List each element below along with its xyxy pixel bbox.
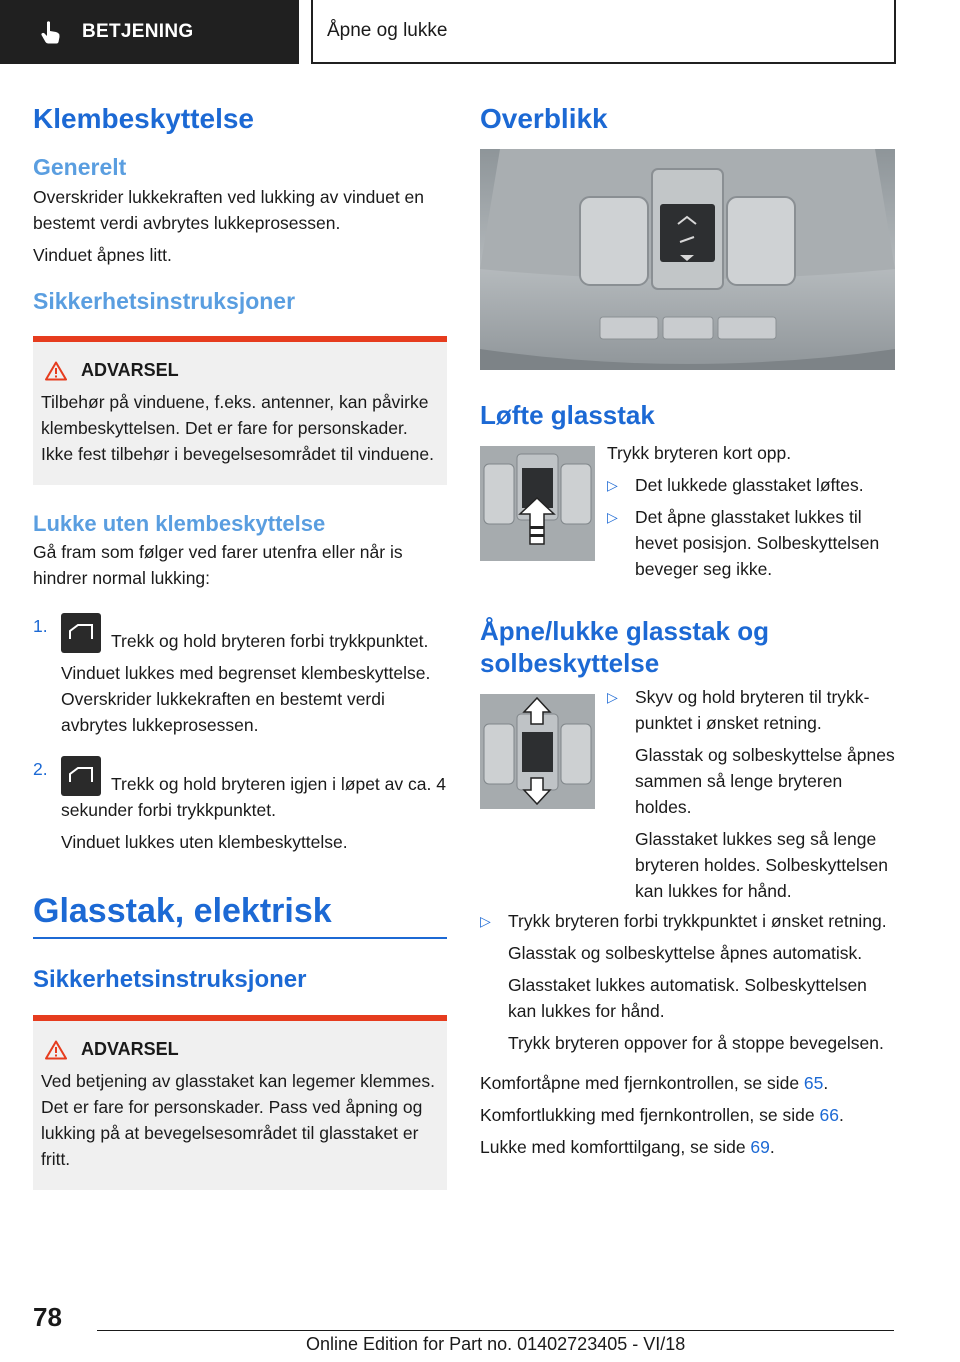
bullet-apne-1 [607,684,897,904]
switch-up-arrow-illustration [480,446,595,561]
lift-switch-photo [480,446,595,561]
step-number: 2. [33,759,48,779]
heading-rule [33,937,447,939]
period: . [769,1137,775,1157]
warning-title-1: ADVARSEL [81,360,179,380]
triangle-bullet-icon: ▷ [607,509,618,525]
warning-body-1: Tilbehør på vinduene, f.eks. antenner, kan påvirke klembeskyttelsen. Det er fare for personskader. Ikke fest tilbehør i bevegelsesområdet til vinduene. [41,392,434,464]
section-tab [0,0,299,64]
step-1 [33,613,447,738]
window-switch-icon [61,613,101,653]
footer-rule [97,1330,894,1331]
heading-klembeskyttelse: Klembeskyttelse [33,103,255,134]
step-text: Trekk og hold bryteren igjen i løpet av ca. 4 sekunder forbi trykkpunktet. [61,774,446,820]
bullet-lofte-2 [607,504,897,582]
page-link-69[interactable]: 69 [750,1137,770,1157]
triangle-bullet-icon: ▷ [607,477,618,493]
bullet-text: Trykk bryteren forbi trykkpunktet i ønsket retning. [508,911,887,931]
heading-lukke-uten: Lukke uten klembeskyttelse [33,511,326,536]
lift-instructions [607,440,897,582]
hand-pointer-icon [40,20,62,44]
bullet-text: Skyv og hold bryteren til trykkpunktet i ønsket retning. [635,687,870,733]
heading-generelt: Generelt [33,154,127,180]
heading-overblikk: Overblikk [480,103,608,134]
page-link-66[interactable]: 66 [819,1105,839,1125]
paragraph-generelt: Overskrider lukkekraften ved lukking av vinduet en bestemt verdi avbrytes lukkeprosessen. [33,187,425,233]
bullet-lofte-1 [607,472,897,498]
chapter-title-box [311,0,896,64]
triangle-bullet-icon: ▷ [607,689,618,705]
step-text: Trekk og hold bryteren forbi trykkpunktet. [111,631,429,651]
heading-sikkerhet-2: Sikkerhetsinstruksjoner [33,966,307,993]
roof-console-illustration [480,149,895,370]
heading-sikkerhet-1: Sikkerhetsinstruksjoner [33,288,296,314]
bullet-subtext: Trykk bryteren oppover for å stoppe bevegelsen. [508,1033,884,1053]
warning-box-2 [33,1015,447,1190]
page-link-65[interactable]: 65 [803,1073,824,1093]
step-2 [33,756,447,855]
bullet-subtext: Glasstak og solbeskyttelse åpnes automatisk. [508,943,863,963]
step-sub: Vinduet lukkes uten klembeskyttelse. [61,832,348,852]
heading-lofte-glasstak: Løfte glasstak [480,400,655,430]
page-number: 78 [33,1302,62,1332]
period: . [823,1073,829,1093]
bullet-subtext: Glasstak og solbeskyttelse åpnes sammen så lenge bryteren holdes. [635,745,895,817]
triangle-bullet-icon: ▷ [480,913,491,929]
warning-triangle-icon [45,1040,67,1060]
auto-instructions [480,908,896,1160]
chapter-title: Åpne og lukke [327,20,448,41]
warning-triangle-icon [45,361,67,381]
bullet-text: Det lukkede glasstaket løftes. [635,475,864,495]
paragraph-lukke: Gå fram som følger ved farer utenfra eller når is hindrer normal lukking: [33,542,403,588]
reference-text: Komfortåpne med fjernkontrollen, se side [480,1073,804,1093]
paragraph-vinduet: Vinduet åpnes litt. [33,245,172,265]
left-column [33,100,447,1190]
slide-instructions [607,684,897,904]
bullet-text: Det åpne glasstaket lukkes til hevet posisjon. Solbeskyttelsen beveger seg ikke. [635,507,880,579]
switch-up-down-arrow-illustration [480,694,595,809]
reference-text: Komfortlukking med fjernkontrollen, se side [480,1105,820,1125]
bullet-subtext: Glasstaket lukkes automatisk. Solbeskyttelsen kan lukkes for hånd. [508,975,867,1021]
bullet-subtext: Glasstaket lukkes seg så lenge bryteren holdes. Solbeskyttelsen kan lukkes for hånd. [635,829,888,901]
overview-photo [480,149,895,370]
warning-title-2: ADVARSEL [81,1039,179,1059]
reference-1 [480,1070,896,1096]
section-label: BETJENING [82,21,194,42]
warning-box-1 [33,336,447,485]
paragraph-lofte: Trykk bryteren kort opp. [607,443,792,463]
period: . [838,1105,844,1125]
edition-text: Online Edition for Part no. 01402723405 - VI/18 [306,1334,686,1354]
warning-body-2: Ved betjening av glasstaket kan legemer klemmes. Det er fare for personskader. Pass ved åpning og lukking på at bevegelsesområdet til glasstaket er fritt. [41,1071,435,1169]
heading-apne-lukke: Åpne/lukke glasstak og solbeskyttelse [480,616,769,678]
bullet-apne-2 [480,908,896,1056]
reference-2 [480,1102,896,1128]
heading-glasstak: Glasstak, elektrisk [33,892,332,930]
reference-3 [480,1134,896,1160]
window-switch-icon [61,756,101,796]
step-sub: Vinduet lukkes med begrenset klembeskyttelse. Overskrider lukkekraften en bestemt verdi avbrytes lukkeprosessen. [61,663,431,735]
slide-switch-photo [480,694,595,809]
reference-text: Lukke med komforttilgang, se side [480,1137,751,1157]
step-number: 1. [33,616,48,636]
